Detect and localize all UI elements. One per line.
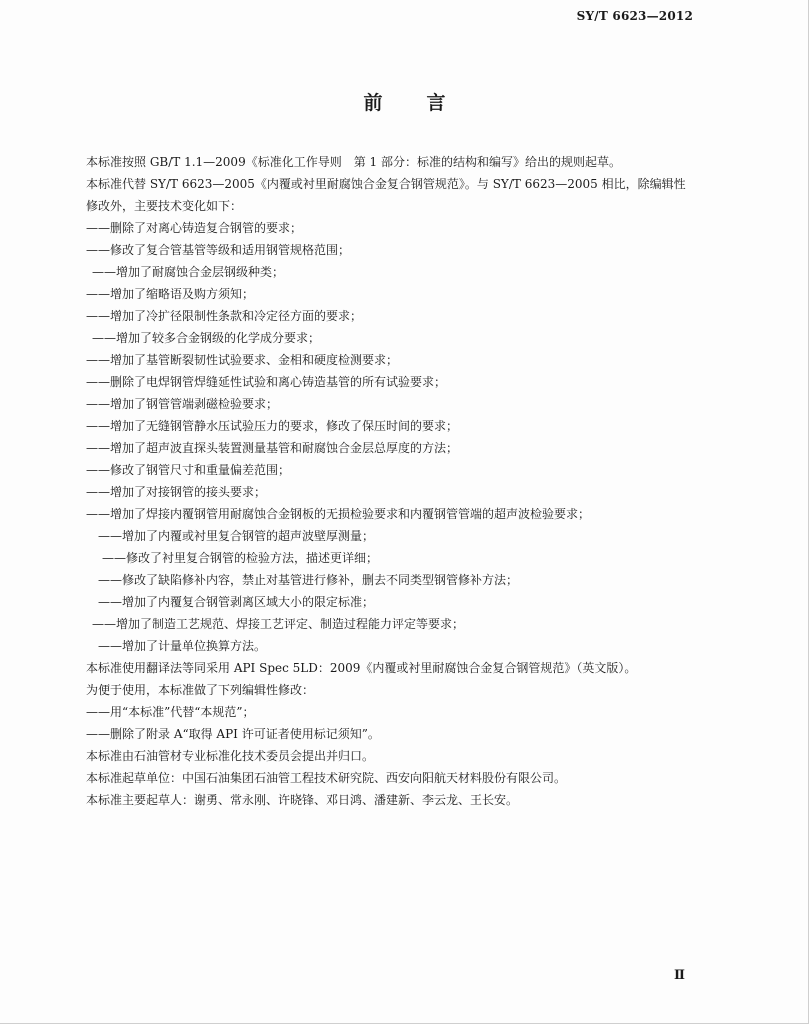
foreword-body <box>62 151 694 811</box>
list-item: ——增加了对接钢管的接头要求； <box>86 485 267 499</box>
list-item: ——增加了缩略语及购方须知； <box>86 287 255 301</box>
list-item: ——用“本标准”代替“本规范”； <box>86 705 255 719</box>
list-item: ——增加了冷扩径限制性条款和冷定径方面的要求； <box>86 309 363 323</box>
list-item: ——修改了钢管尺寸和重量偏差范围； <box>86 463 291 477</box>
standard-code: SY/T 6623—2012 <box>576 9 693 23</box>
list-item: ——增加了无缝钢管静水压试验压力的要求，修改了保压时间的要求； <box>86 419 459 433</box>
list-item: ——删除了附录 A“取得 API 许可证者使用标记须知”。 <box>86 727 380 741</box>
list-item: ——增加了内覆或衬里复合钢管的超声波壁厚测量； <box>98 529 375 543</box>
list-item: ——增加了超声波直探头装置测量基管和耐腐蚀合金层总厚度的方法； <box>86 441 459 455</box>
paragraph-adoption: 本标准使用翻译法等同采用 API Spec 5LD：2009《内覆或衬里耐腐蚀合金复合钢管规范》（英文版）。 <box>86 661 637 675</box>
list-item: ——修改了缺陷修补内容，禁止对基管进行修补，删去不同类型钢管修补方法； <box>98 573 519 587</box>
list-item: ——增加了计量单位换算方法。 <box>98 639 267 653</box>
paragraph-drafting-rules: 本标准按照 GB/T 1.1—2009《标准化工作导则 第 1 部分：标准的结构和编写》给出的规则起草。 <box>86 155 621 169</box>
list-item: ——删除了对离心铸造复合钢管的要求； <box>86 221 303 235</box>
list-item: ——修改了衬里复合钢管的检验方法，描述更详细； <box>102 551 379 565</box>
list-item: ——增加了制造工艺规范、焊接工艺评定、制造过程能力评定等要求； <box>92 617 465 631</box>
list-item: ——删除了电焊钢管焊缝延性试验和离心铸造基管的所有试验要求； <box>86 375 447 389</box>
paragraph-proposer: 本标准由石油管材专业标准化技术委员会提出并归口。 <box>86 749 375 763</box>
paragraph-replaces: 本标准代替 SY/T 6623—2005《内覆或衬里耐腐蚀合金复合钢管规范》。与 SY/T 6623—2005 相比，除编辑性修改外，主要技术变化如下： <box>86 177 686 213</box>
list-item: ——修改了复合管基管等级和适用钢管规格范围； <box>86 243 351 257</box>
editorial-list <box>62 701 694 745</box>
list-item: ——增加了焊接内覆钢管用耐腐蚀合金钢板的无损检验要求和内覆钢管管端的超声波检验要求； <box>86 507 591 521</box>
paragraph-drafting-units: 本标准起草单位：中国石油集团石油管工程技术研究院、西安向阳航天材料股份有限公司。 <box>86 771 567 785</box>
list-item: ——增加了耐腐蚀合金层钢级种类； <box>92 265 285 279</box>
list-item: ——增加了内覆复合钢管剥离区域大小的限定标准； <box>98 595 375 609</box>
list-item: ——增加了基管断裂韧性试验要求、金相和硬度检测要求； <box>86 353 399 367</box>
list-item: ——增加了较多合金钢级的化学成分要求； <box>92 331 321 345</box>
title-char: 言 <box>426 92 446 114</box>
list-item: ——增加了钢管管端剥磁检验要求； <box>86 397 279 411</box>
page-number: Ⅱ <box>674 968 685 983</box>
paragraph-editorial-intro: 为便于使用，本标准做了下列编辑性修改： <box>86 683 315 697</box>
paragraph-drafters: 本标准主要起草人：谢勇、常永刚、许晓锋、邓日鸿、潘建新、李云龙、王长安。 <box>86 793 519 807</box>
changes-list <box>62 217 694 657</box>
page-title <box>0 88 809 115</box>
title-char: 前 <box>363 92 383 114</box>
